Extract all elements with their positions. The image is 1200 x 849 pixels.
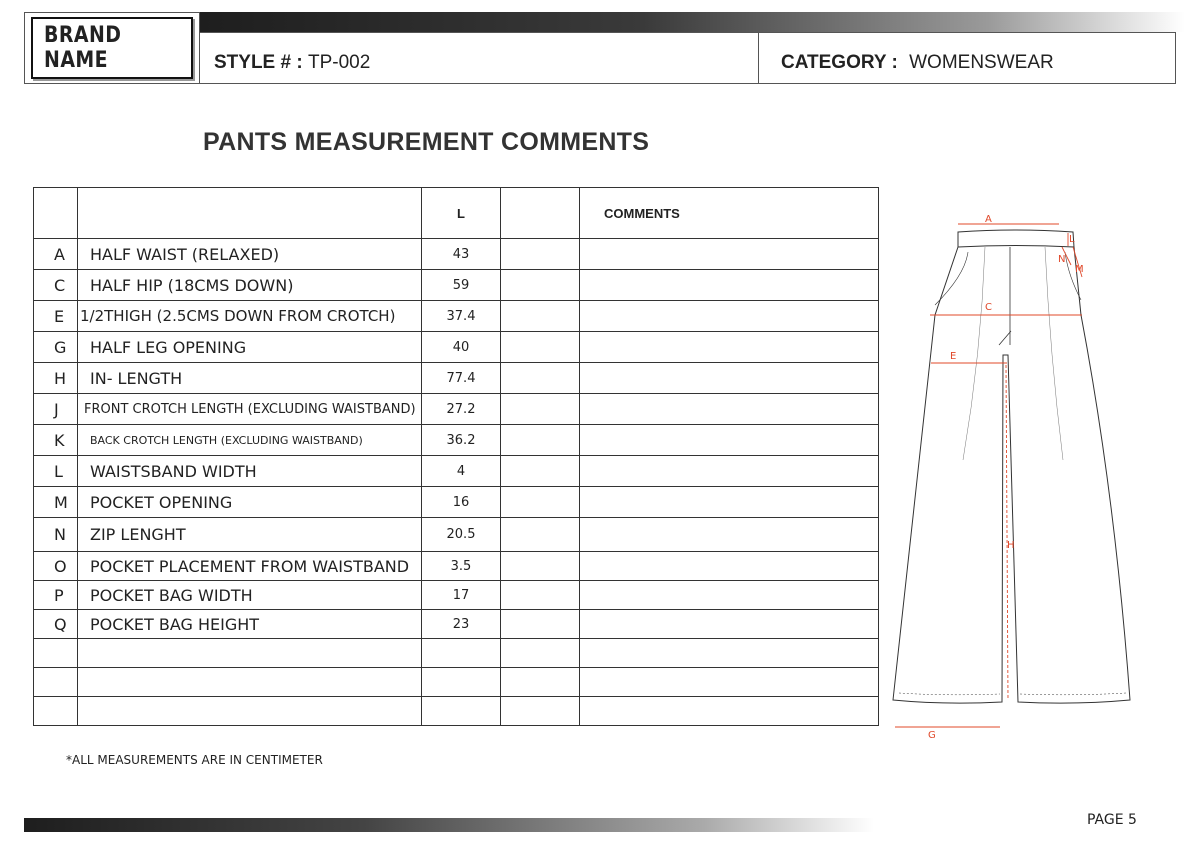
comment-cell [580,363,879,394]
table-row [34,552,879,581]
empty-cell [78,697,422,726]
empty-cell [501,270,580,301]
empty-cell [501,552,580,581]
brand-name: BRAND NAME [44,23,122,73]
header-divider [758,32,759,84]
comment-cell [580,518,879,552]
table-row [34,270,879,301]
point-value: 23 [422,610,501,639]
table-row-empty [34,668,879,697]
point-letter: H [34,363,78,394]
point-letter: O [34,552,78,581]
empty-cell [78,668,422,697]
comment-cell [580,610,879,639]
point-description: BACK CROTCH LENGTH (EXCLUDING WAISTBAND) [78,425,422,456]
style-number [214,52,370,74]
table-row-empty [34,697,879,726]
comment-cell [580,425,879,456]
point-value: 4 [422,456,501,487]
header-cell [78,188,422,239]
empty-cell [422,668,501,697]
table-row [34,581,879,610]
table-row [34,363,879,394]
point-description: 1/2THIGH (2.5CMS DOWN FROM CROTCH) [78,301,422,332]
empty-cell [501,363,580,394]
point-letter: K [34,425,78,456]
comment-cell [580,487,879,518]
point-letter: P [34,581,78,610]
pants-outline [893,230,1130,703]
pocket-left [935,252,968,305]
point-value: 3.5 [422,552,501,581]
table-row [34,456,879,487]
point-value: 59 [422,270,501,301]
point-description: FRONT CROTCH LENGTH (EXCLUDING WAISTBAND) [78,394,422,425]
point-description: WAISTSBAND WIDTH [78,456,422,487]
page-number: PAGE 5 [1087,812,1137,828]
point-value: 17 [422,581,501,610]
category [781,52,1054,74]
label-c: C [985,302,992,313]
point-letter: G [34,332,78,363]
comments-header: COMMENTS [580,188,879,239]
empty-cell [34,668,78,697]
empty-cell [580,639,879,668]
empty-cell [501,394,580,425]
empty-cell [34,639,78,668]
point-value: 77.4 [422,363,501,394]
category-label: CATEGORY : [781,52,898,73]
pants-flat-sketch [885,205,1165,745]
point-value: 20.5 [422,518,501,552]
point-value: 37.4 [422,301,501,332]
point-description: HALF HIP (18CMS DOWN) [78,270,422,301]
table-row [34,301,879,332]
table-row [34,610,879,639]
brand-logo [31,17,193,79]
point-description: ZIP LENGHT [78,518,422,552]
empty-cell [501,487,580,518]
empty-cell [501,610,580,639]
point-description: POCKET PLACEMENT FROM WAISTBAND [78,552,422,581]
point-letter: M [34,487,78,518]
empty-cell [78,639,422,668]
label-g: G [928,730,936,741]
point-description: POCKET OPENING [78,487,422,518]
empty-cell [501,581,580,610]
label-l: L [1069,234,1075,245]
point-letter: Q [34,610,78,639]
header-cell [34,188,78,239]
measure-h [1006,365,1008,700]
header-gradient-bar [200,12,1185,32]
point-value: 27.2 [422,394,501,425]
comment-cell [580,552,879,581]
header-cell [501,188,580,239]
empty-cell [580,697,879,726]
comment-cell [580,332,879,363]
empty-cell [501,425,580,456]
table-row [34,239,879,270]
measurement-lines [895,224,1082,727]
empty-cell [501,332,580,363]
table-row [34,518,879,552]
point-letter: A [34,239,78,270]
waistband [958,230,1074,247]
empty-cell [501,518,580,552]
point-letter: J [34,394,78,425]
category-value: WOMENSWEAR [909,52,1054,73]
pleat-left [963,247,985,460]
table-row-empty [34,639,879,668]
measurement-labels [928,214,1084,741]
table-row [34,425,879,456]
comment-cell [580,394,879,425]
table-header-row [34,188,879,239]
size-header: L [422,188,501,239]
point-value: 36.2 [422,425,501,456]
label-a: A [985,214,992,225]
point-letter: N [34,518,78,552]
point-value: 16 [422,487,501,518]
point-description: IN- LENGTH [78,363,422,394]
style-label: STYLE # : [214,52,303,73]
hem-stitch-right [1020,693,1126,695]
footer-gradient-bar [24,818,874,832]
empty-cell [501,697,580,726]
table-row [34,332,879,363]
point-letter: E [34,301,78,332]
comment-cell [580,456,879,487]
point-value: 43 [422,239,501,270]
brand-logo-frame [24,12,200,84]
point-letter: C [34,270,78,301]
measurement-table [33,187,879,726]
style-value: TP-002 [307,52,371,73]
point-description: POCKET BAG WIDTH [78,581,422,610]
label-m: M [1075,264,1084,275]
point-description: HALF LEG OPENING [78,332,422,363]
empty-cell [501,239,580,270]
zip-pull [999,331,1011,345]
table-row [34,394,879,425]
empty-cell [501,456,580,487]
empty-cell [34,697,78,726]
comment-cell [580,301,879,332]
comment-cell [580,270,879,301]
measurement-note: *ALL MEASUREMENTS ARE IN CENTIMETER [66,753,323,767]
point-description: POCKET BAG HEIGHT [78,610,422,639]
label-h: H [1007,540,1015,551]
empty-cell [501,639,580,668]
label-e: E [950,351,957,362]
point-letter: L [34,456,78,487]
pleat-right [1045,247,1066,460]
empty-cell [580,668,879,697]
empty-cell [422,639,501,668]
comment-cell [580,581,879,610]
empty-cell [501,668,580,697]
empty-cell [422,697,501,726]
hem-stitch-left [899,693,1000,695]
point-description: HALF WAIST (RELAXED) [78,239,422,270]
page-title: PANTS MEASUREMENT COMMENTS [203,128,650,156]
point-value: 40 [422,332,501,363]
comment-cell [580,239,879,270]
table-row [34,487,879,518]
label-n: N [1058,254,1066,265]
empty-cell [501,301,580,332]
